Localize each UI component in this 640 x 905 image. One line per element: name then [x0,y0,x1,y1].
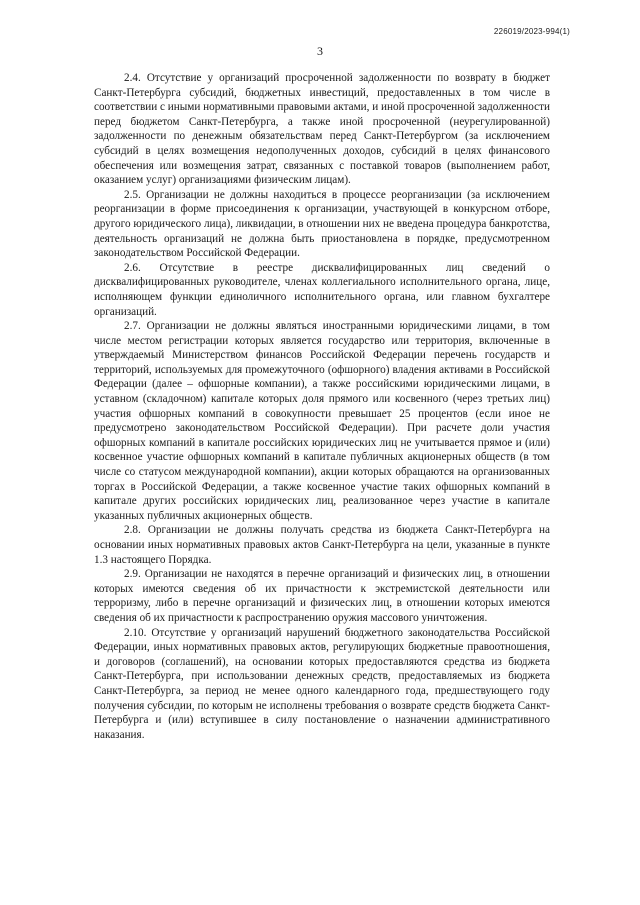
paragraph-2-4: 2.4. Отсутствие у организаций просроченной задолженности по возврату в бюджет Санкт-Петербурга субсидий, бюджетных инвестиций, предоставленных в том числе в соответствии с иными нормативными правовыми актами, и иной просроченной задолженности перед бюджетом Санкт-Петербурга, а также иной просроченной (неурегулированной) задолженности по денежным обязательствам перед Санкт-Петербургом (за исключением субсидий в целях возмещения недополученных доходов, субсидий в целях финансового обеспечения или возмещения затрат, связанных с поставкой товаров (выполнением работ, оказанием услуг) организациями физическим лицам). [94,72,550,187]
paragraph-2-8: 2.8. Организации не должны получать средства из бюджета Санкт-Петербурга на основании иных нормативных правовых актов Санкт-Петербурга на цели, указанные в пункте 1.3 настоящего Порядка. [94,524,550,566]
paragraph-2-5: 2.5. Организации не должны находиться в процессе реорганизации (за исключением реорганизации в форме присоединения к организации, участвующей в конкурсном отборе, другого юридического лица), ликвидации, в отношении них не введена процедура банкротства, деятельность организаций не должна быть приостановлена в порядке, предусмотренном законодательством Российской Федерации. [94,188,550,260]
paragraph-2-6: 2.6. Отсутствие в реестре дисквалифицированных лиц сведений о дисквалифицированных руководителе, членах коллегиального исполнительного органа, лице, исполняющем функции единоличного исполнительного органа, или главном бухгалтере организаций. [94,261,550,318]
document-registration-number: 226019/2023-994(1) [493,27,570,36]
page-number: 3 [317,44,323,58]
paragraph-2-9: 2.9. Организации не находятся в перечне организаций и физических лиц, в отношении которых имеются сведения об их причастности к экстремистской деятельности или терроризму, либо в перечне организаций и физических лиц, в отношении которых имеются сведения об их причастности к распространению оружия массового уничтожения. [94,568,550,624]
document-body [94,71,550,742]
paragraph-2-10: 2.10. Отсутствие у организаций нарушений бюджетного законодательства Российской Федерации, иных нормативных правовых актов, регулирующих бюджетные правоотношения, и договоров (соглашений), на основании которых предоставляются средства из бюджета Санкт-Петербурга, при использовании денежных средств, предоставляемых из бюджета Санкт-Петербурга, за период не менее одного календарного года, предшествующего году получения субсидии, по которым не исполнены требования о возврате средств бюджета Санкт-Петербурга и (или) вступившее в силу постановление о назначении административного наказания. [94,626,550,741]
paragraph-2-7: 2.7. Организации не должны являться иностранными юридическими лицами, в том числе местом регистрации которых является государство или территория, включенные в утверждаемый Министерством финансов Российской Федерации перечень государств и территорий, используемых для промежуточного (офшорного) владения активами в Российской Федерации (далее – офшорные компании), а также российскими юридическими лицами, в уставном (складочном) капитале которых доля прямого или косвенного (через третьих лиц) участия офшорных компаний в совокупности превышает 25 процентов (если иное не предусмотрено законодательством Российской Федерации). При расчете доли участия офшорных компаний в капитале российских юридических лиц не учитывается прямое и (или) косвенное участие офшорных компаний в капитале публичных акционерных обществ (в том числе со статусом международной компании), акции которых обращаются на организованных торгах в Российской Федерации, а также косвенное участие таких офшорных компаний в капитале других российских юридических лиц, реализованное через участие в капитале указанных публичных акционерных обществ. [94,320,550,522]
